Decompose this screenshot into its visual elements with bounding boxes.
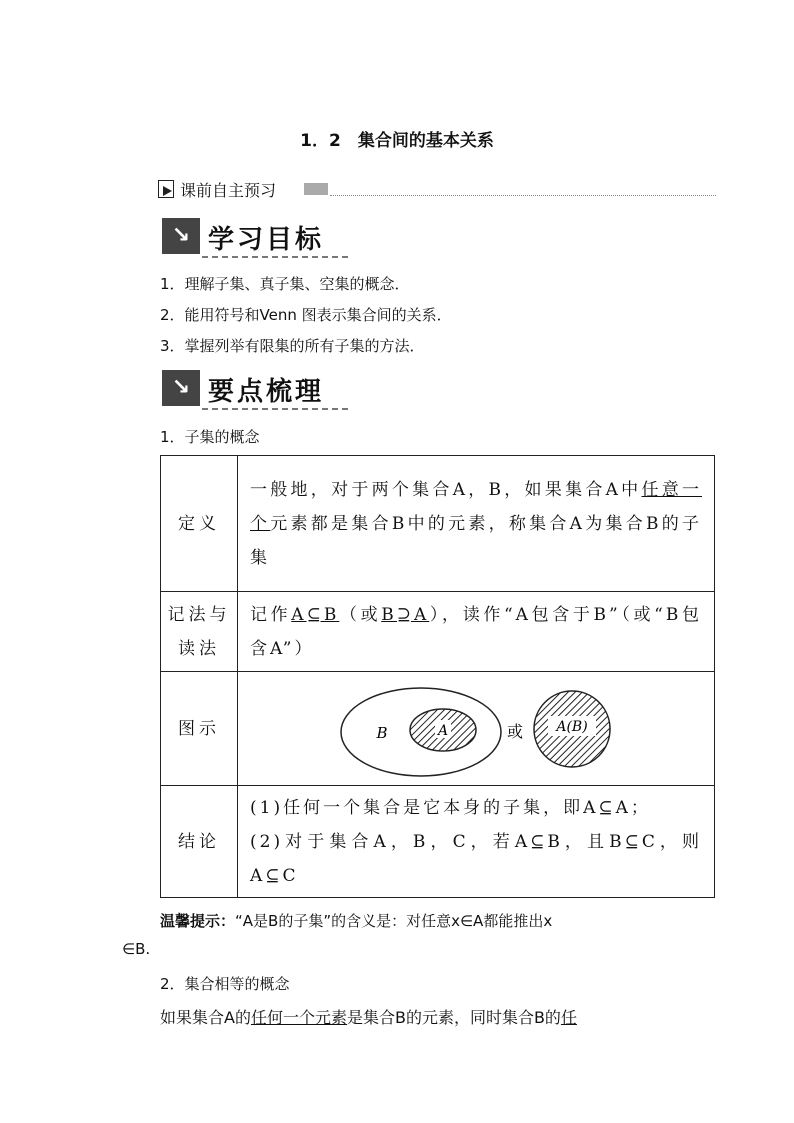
- play-icon: [158, 180, 174, 198]
- definition-blank: 任意一个: [250, 479, 703, 534]
- paragraph: [160, 1005, 577, 1028]
- definition-text: 元素都是集合B中的元素，称集合A为集合B的子集: [250, 513, 703, 568]
- table-row: [161, 592, 715, 672]
- venn-cell: [238, 672, 715, 786]
- tip: [160, 910, 552, 931]
- paragraph-blank: 任: [560, 1008, 577, 1027]
- notation-text: ），读作“A包含于B”（或“B包含A”）: [250, 604, 702, 659]
- table-row: [161, 672, 715, 786]
- row-head: 结论: [161, 786, 238, 898]
- row-head: 图示: [161, 672, 238, 786]
- dotted-rule: [330, 195, 716, 196]
- row-content: [238, 786, 715, 898]
- conclusion-item: (2)对于集合A，B，C，若A⊆B，且B⊆C，则A⊆C: [250, 831, 702, 886]
- venn-label-a: A: [437, 722, 449, 739]
- subsection-title: 2．集合相等的概念: [160, 975, 290, 993]
- row-head: 记法与读法: [161, 592, 238, 672]
- notation-text: （或: [339, 604, 382, 625]
- notation-text: 记作: [250, 604, 292, 625]
- points-heading: [162, 370, 342, 406]
- paragraph-text: 如果集合A的: [160, 1008, 251, 1027]
- venn-or-text: 或: [506, 721, 524, 741]
- row-head: 定义: [161, 456, 238, 592]
- subset-table: [160, 455, 715, 898]
- row-content: [238, 456, 715, 592]
- arrow-icon: ↘: [162, 218, 200, 254]
- tip-text: “A是B的子集”的含义是：对任意x∈A都能推出x: [235, 912, 553, 930]
- goals-heading: [162, 218, 342, 254]
- goal-item: 2．能用符号和Venn 图表示集合间的关系．: [160, 306, 452, 324]
- conclusion-item: (1)任何一个集合是它本身的子集，即A⊆A；: [250, 797, 651, 818]
- goals-heading-text: 学习目标: [208, 225, 325, 255]
- goal-item: 1．理解子集、真子集、空集的概念．: [160, 275, 410, 293]
- heading-underline: [202, 256, 348, 258]
- heading-underline: [202, 408, 348, 410]
- venn-label-ab: A(B): [556, 718, 588, 735]
- tip-continuation: ∈B.: [122, 940, 151, 958]
- notation-blank: A⊆B: [291, 604, 340, 625]
- table-row: [161, 786, 715, 898]
- points-heading-text: 要点梳理: [208, 377, 325, 407]
- paragraph-text: 是集合B的元素，同时集合B的: [346, 1008, 561, 1027]
- venn-diagram: [239, 674, 713, 784]
- section-bar-decoration: [304, 183, 328, 195]
- tip-label: 温馨提示：: [160, 912, 236, 930]
- notation-blank: B⊇A: [381, 604, 430, 625]
- row-content: [238, 592, 715, 672]
- paragraph-blank: 任何一个元素: [250, 1008, 347, 1027]
- page-title: 1．2 集合间的基本关系: [300, 131, 494, 151]
- arrow-icon: ↘: [162, 370, 200, 406]
- section-tab-bar: [158, 178, 716, 200]
- venn-label-b: B: [376, 723, 388, 742]
- table-row: [161, 456, 715, 592]
- definition-text: 一般地，对于两个集合A，B，如果集合A中: [250, 479, 642, 500]
- goal-item: 3．掌握列举有限集的所有子集的方法．: [160, 337, 425, 355]
- subsection-title: 1．子集的概念: [160, 428, 260, 446]
- section-tab-label: 课前自主预习: [180, 181, 277, 200]
